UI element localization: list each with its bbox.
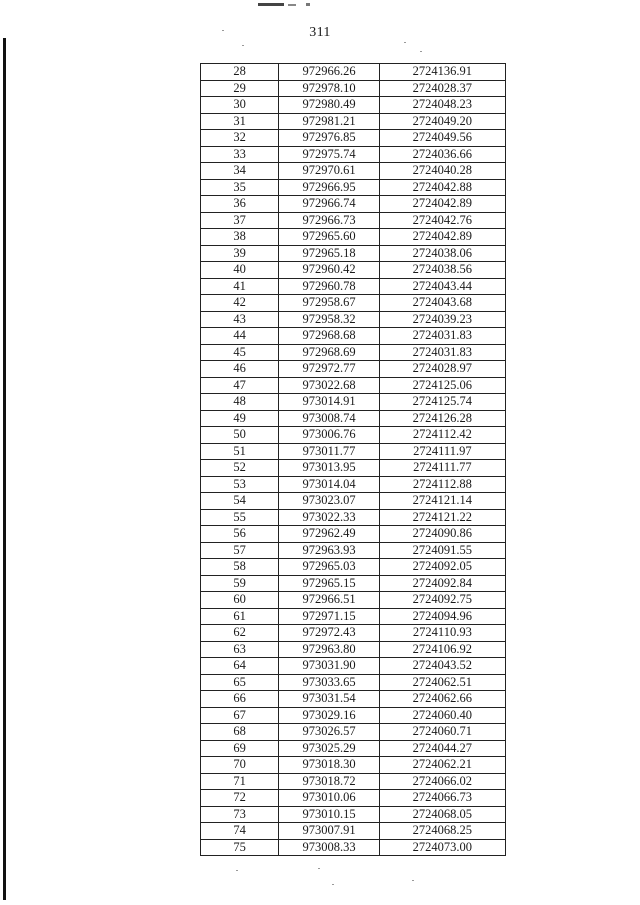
x-coordinate-cell: 973026.57: [279, 724, 379, 741]
y-coordinate-cell: 2724125.74: [379, 394, 505, 411]
x-coordinate-cell: 972960.42: [279, 262, 379, 279]
point-number-cell: 36: [201, 196, 279, 213]
table-row: [201, 476, 506, 493]
table-row: [201, 641, 506, 658]
x-coordinate-cell: 973008.74: [279, 410, 379, 427]
y-coordinate-cell: 2724042.88: [379, 179, 505, 196]
point-number-cell: 56: [201, 526, 279, 543]
table-row: [201, 526, 506, 543]
point-number-cell: 58: [201, 559, 279, 576]
y-coordinate-cell: 2724038.06: [379, 245, 505, 262]
y-coordinate-cell: 2724039.23: [379, 311, 505, 328]
x-coordinate-cell: 973023.07: [279, 493, 379, 510]
y-coordinate-cell: 2724092.75: [379, 592, 505, 609]
y-coordinate-cell: 2724043.44: [379, 278, 505, 295]
x-coordinate-cell: 973014.04: [279, 476, 379, 493]
y-coordinate-cell: 2724090.86: [379, 526, 505, 543]
point-number-cell: 65: [201, 674, 279, 691]
header-stamp-mark: [258, 0, 318, 10]
x-coordinate-cell: 973018.30: [279, 757, 379, 774]
table-row: [201, 674, 506, 691]
y-coordinate-cell: 2724111.97: [379, 443, 505, 460]
point-number-cell: 75: [201, 839, 279, 856]
table-row: [201, 212, 506, 229]
x-coordinate-cell: 972962.49: [279, 526, 379, 543]
y-coordinate-cell: 2724031.83: [379, 328, 505, 345]
x-coordinate-cell: 972970.61: [279, 163, 379, 180]
point-number-cell: 59: [201, 575, 279, 592]
table-row: [201, 575, 506, 592]
x-coordinate-cell: 973022.33: [279, 509, 379, 526]
x-coordinate-cell: 973010.15: [279, 806, 379, 823]
x-coordinate-cell: 972966.74: [279, 196, 379, 213]
table-row: [201, 823, 506, 840]
table-row: [201, 724, 506, 741]
y-coordinate-cell: 2724042.76: [379, 212, 505, 229]
y-coordinate-cell: 2724121.22: [379, 509, 505, 526]
point-number-cell: 71: [201, 773, 279, 790]
y-coordinate-cell: 2724048.23: [379, 97, 505, 114]
y-coordinate-cell: 2724038.56: [379, 262, 505, 279]
y-coordinate-cell: 2724092.05: [379, 559, 505, 576]
x-coordinate-cell: 972963.80: [279, 641, 379, 658]
point-number-cell: 62: [201, 625, 279, 642]
x-coordinate-cell: 973010.06: [279, 790, 379, 807]
y-coordinate-cell: 2724043.68: [379, 295, 505, 312]
point-number-cell: 34: [201, 163, 279, 180]
y-coordinate-cell: 2724112.42: [379, 427, 505, 444]
y-coordinate-cell: 2724062.21: [379, 757, 505, 774]
x-coordinate-cell: 973011.77: [279, 443, 379, 460]
point-number-cell: 31: [201, 113, 279, 130]
point-number-cell: 32: [201, 130, 279, 147]
x-coordinate-cell: 972975.74: [279, 146, 379, 163]
page-number: 311: [309, 25, 331, 40]
table-row: [201, 113, 506, 130]
table-row: [201, 427, 506, 444]
x-coordinate-cell: 973031.90: [279, 658, 379, 675]
point-number-cell: 73: [201, 806, 279, 823]
y-coordinate-cell: 2724036.66: [379, 146, 505, 163]
table-row: [201, 262, 506, 279]
table-row: [201, 460, 506, 477]
table-row: [201, 344, 506, 361]
x-coordinate-cell: 973013.95: [279, 460, 379, 477]
table-row: [201, 493, 506, 510]
y-coordinate-cell: 2724042.89: [379, 229, 505, 246]
y-coordinate-cell: 2724066.02: [379, 773, 505, 790]
point-number-cell: 67: [201, 707, 279, 724]
x-coordinate-cell: 972978.10: [279, 80, 379, 97]
x-coordinate-cell: 972972.43: [279, 625, 379, 642]
point-number-cell: 44: [201, 328, 279, 345]
x-coordinate-cell: 972965.60: [279, 229, 379, 246]
point-number-cell: 74: [201, 823, 279, 840]
x-coordinate-cell: 973025.29: [279, 740, 379, 757]
table-row: [201, 410, 506, 427]
x-coordinate-cell: 972976.85: [279, 130, 379, 147]
y-coordinate-cell: 2724111.77: [379, 460, 505, 477]
point-number-cell: 64: [201, 658, 279, 675]
y-coordinate-cell: 2724121.14: [379, 493, 505, 510]
x-coordinate-cell: 972958.67: [279, 295, 379, 312]
x-coordinate-cell: 972966.73: [279, 212, 379, 229]
table-row: [201, 146, 506, 163]
table-row: [201, 394, 506, 411]
y-coordinate-cell: 2724094.96: [379, 608, 505, 625]
table-row: [201, 295, 506, 312]
point-number-cell: 63: [201, 641, 279, 658]
table-row: [201, 839, 506, 856]
y-coordinate-cell: 2724062.51: [379, 674, 505, 691]
table-row: [201, 311, 506, 328]
point-number-cell: 69: [201, 740, 279, 757]
table-row: [201, 229, 506, 246]
x-coordinate-cell: 972966.95: [279, 179, 379, 196]
point-number-cell: 42: [201, 295, 279, 312]
point-number-cell: 43: [201, 311, 279, 328]
point-number-cell: 68: [201, 724, 279, 741]
y-coordinate-cell: 2724136.91: [379, 64, 505, 81]
point-number-cell: 49: [201, 410, 279, 427]
y-coordinate-cell: 2724066.73: [379, 790, 505, 807]
coordinates-table: [200, 63, 506, 856]
point-number-cell: 47: [201, 377, 279, 394]
table-row: [201, 97, 506, 114]
point-number-cell: 50: [201, 427, 279, 444]
x-coordinate-cell: 973008.33: [279, 839, 379, 856]
y-coordinate-cell: 2724062.66: [379, 691, 505, 708]
x-coordinate-cell: 972958.32: [279, 311, 379, 328]
x-coordinate-cell: 972960.78: [279, 278, 379, 295]
table-row: [201, 542, 506, 559]
table-row: [201, 377, 506, 394]
y-coordinate-cell: 2724028.97: [379, 361, 505, 378]
table-row: [201, 592, 506, 609]
point-number-cell: 37: [201, 212, 279, 229]
x-coordinate-cell: 972968.69: [279, 344, 379, 361]
y-coordinate-cell: 2724049.56: [379, 130, 505, 147]
table-row: [201, 707, 506, 724]
table-row: [201, 608, 506, 625]
y-coordinate-cell: 2724043.52: [379, 658, 505, 675]
y-coordinate-cell: 2724042.89: [379, 196, 505, 213]
x-coordinate-cell: 972966.51: [279, 592, 379, 609]
x-coordinate-cell: 973031.54: [279, 691, 379, 708]
point-number-cell: 45: [201, 344, 279, 361]
x-coordinate-cell: 972981.21: [279, 113, 379, 130]
table-row: [201, 328, 506, 345]
point-number-cell: 40: [201, 262, 279, 279]
x-coordinate-cell: 973007.91: [279, 823, 379, 840]
y-coordinate-cell: 2724073.00: [379, 839, 505, 856]
x-coordinate-cell: 972965.03: [279, 559, 379, 576]
y-coordinate-cell: 2724125.06: [379, 377, 505, 394]
point-number-cell: 52: [201, 460, 279, 477]
y-coordinate-cell: 2724092.84: [379, 575, 505, 592]
table-row: [201, 559, 506, 576]
table-row: [201, 196, 506, 213]
table-row: [201, 691, 506, 708]
table-row: [201, 245, 506, 262]
x-coordinate-cell: 972972.77: [279, 361, 379, 378]
point-number-cell: 70: [201, 757, 279, 774]
x-coordinate-cell: 973018.72: [279, 773, 379, 790]
y-coordinate-cell: 2724031.83: [379, 344, 505, 361]
x-coordinate-cell: 972980.49: [279, 97, 379, 114]
x-coordinate-cell: 972965.18: [279, 245, 379, 262]
point-number-cell: 35: [201, 179, 279, 196]
y-coordinate-cell: 2724112.88: [379, 476, 505, 493]
point-number-cell: 41: [201, 278, 279, 295]
x-coordinate-cell: 972968.68: [279, 328, 379, 345]
point-number-cell: 46: [201, 361, 279, 378]
y-coordinate-cell: 2724068.25: [379, 823, 505, 840]
table-row: [201, 757, 506, 774]
point-number-cell: 38: [201, 229, 279, 246]
table-row: [201, 278, 506, 295]
table-row: [201, 163, 506, 180]
y-coordinate-cell: 2724040.28: [379, 163, 505, 180]
point-number-cell: 72: [201, 790, 279, 807]
table-row: [201, 740, 506, 757]
y-coordinate-cell: 2724126.28: [379, 410, 505, 427]
y-coordinate-cell: 2724110.93: [379, 625, 505, 642]
table-row: [201, 443, 506, 460]
y-coordinate-cell: 2724044.27: [379, 740, 505, 757]
table-row: [201, 806, 506, 823]
coordinates-table-body: [201, 64, 506, 856]
x-coordinate-cell: 972963.93: [279, 542, 379, 559]
point-number-cell: 48: [201, 394, 279, 411]
table-row: [201, 790, 506, 807]
x-coordinate-cell: 973022.68: [279, 377, 379, 394]
x-coordinate-cell: 973033.65: [279, 674, 379, 691]
point-number-cell: 60: [201, 592, 279, 609]
x-coordinate-cell: 973029.16: [279, 707, 379, 724]
table-row: [201, 361, 506, 378]
y-coordinate-cell: 2724068.05: [379, 806, 505, 823]
y-coordinate-cell: 2724060.40: [379, 707, 505, 724]
y-coordinate-cell: 2724091.55: [379, 542, 505, 559]
x-coordinate-cell: 972966.26: [279, 64, 379, 81]
table-row: [201, 509, 506, 526]
y-coordinate-cell: 2724028.37: [379, 80, 505, 97]
point-number-cell: 51: [201, 443, 279, 460]
point-number-cell: 61: [201, 608, 279, 625]
point-number-cell: 54: [201, 493, 279, 510]
x-coordinate-cell: 972965.15: [279, 575, 379, 592]
y-coordinate-cell: 2724060.71: [379, 724, 505, 741]
point-number-cell: 39: [201, 245, 279, 262]
table-row: [201, 658, 506, 675]
x-coordinate-cell: 973014.91: [279, 394, 379, 411]
point-number-cell: 30: [201, 97, 279, 114]
point-number-cell: 29: [201, 80, 279, 97]
x-coordinate-cell: 972971.15: [279, 608, 379, 625]
table-row: [201, 80, 506, 97]
table-row: [201, 625, 506, 642]
point-number-cell: 53: [201, 476, 279, 493]
table-row: [201, 130, 506, 147]
y-coordinate-cell: 2724106.92: [379, 641, 505, 658]
table-row: [201, 773, 506, 790]
point-number-cell: 55: [201, 509, 279, 526]
point-number-cell: 66: [201, 691, 279, 708]
table-row: [201, 64, 506, 81]
x-coordinate-cell: 973006.76: [279, 427, 379, 444]
point-number-cell: 28: [201, 64, 279, 81]
margin-rule: [3, 38, 6, 900]
y-coordinate-cell: 2724049.20: [379, 113, 505, 130]
point-number-cell: 33: [201, 146, 279, 163]
point-number-cell: 57: [201, 542, 279, 559]
table-row: [201, 179, 506, 196]
